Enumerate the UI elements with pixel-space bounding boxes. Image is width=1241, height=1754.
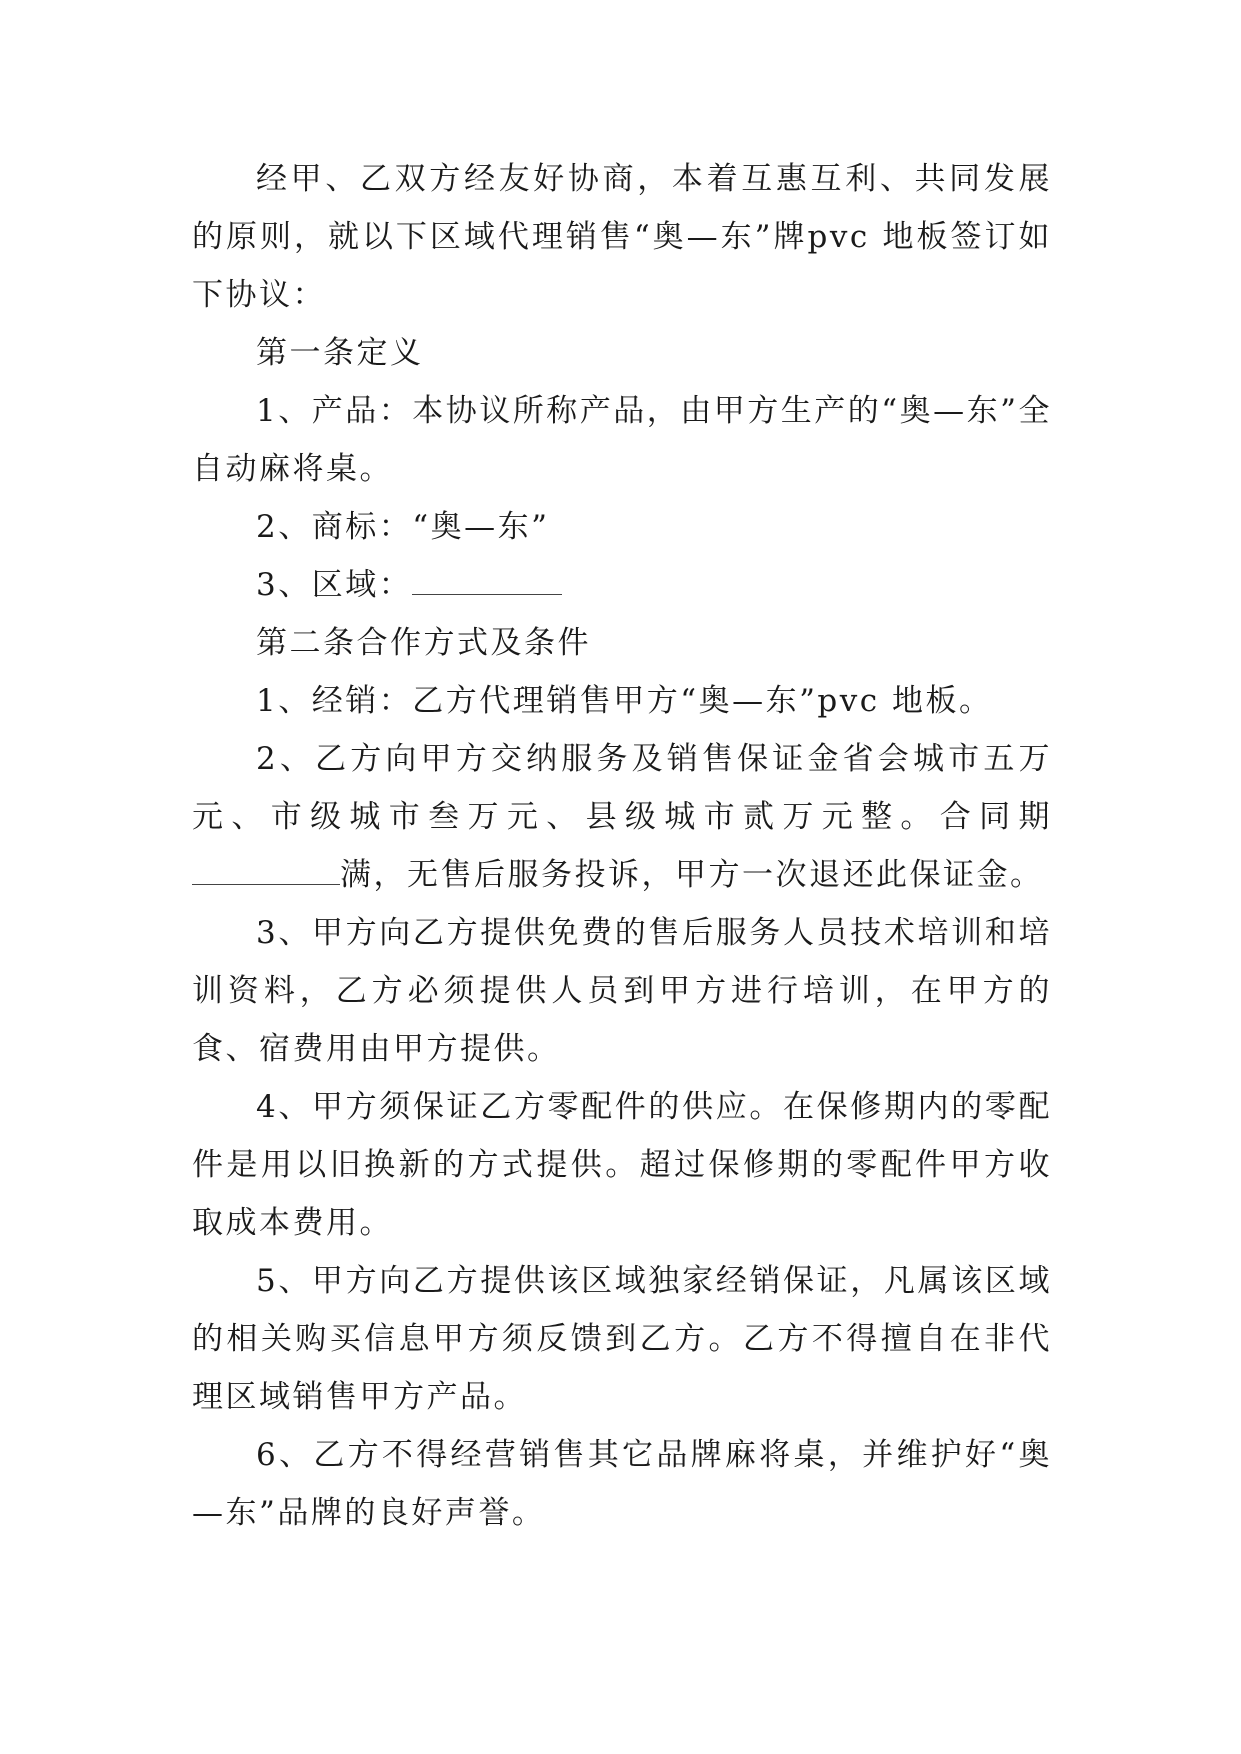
article-1-heading: 第一条定义 [256, 335, 424, 371]
clause-2-2 [192, 730, 1052, 904]
clause-1-3-label: 3、区域： [256, 567, 413, 603]
document-page [192, 150, 1052, 1542]
clause-1-2: 2、商标：“奥—东” [256, 509, 550, 545]
clause-2-6: 6、乙方不得经营销售其它品牌麻将桌，并维护好“奥—东”品牌的良好声誉。 [192, 1437, 1052, 1531]
clause-2-2-text-a: 2、乙方向甲方交纳服务及销售保证金省会城市五万元、市级城市叁万元、县级城市贰万元整。合同期 [192, 741, 1052, 835]
clause-2-5: 5、甲方向乙方提供该区域独家经销保证，凡属该区域的相关购买信息甲方须反馈到乙方。乙方不得擅自在非代理区域销售甲方产品。 [192, 1263, 1052, 1415]
clause-2-4: 4、甲方须保证乙方零配件的供应。在保修期内的零配件是用以旧换新的方式提供。超过保修期的零配件甲方收取成本费用。 [192, 1089, 1052, 1241]
article-2-heading: 第二条合作方式及条件 [256, 625, 591, 661]
clause-2-3: 3、甲方向乙方提供免费的售后服务人员技术培训和培训资料，乙方必须提供人员到甲方进行培训，在甲方的食、宿费用由甲方提供。 [192, 915, 1052, 1067]
region-blank [412, 568, 562, 595]
clause-1-3 [192, 556, 1052, 614]
clause-2-2-text-b: 满，无售后服务投诉，甲方一次退还此保证金。 [340, 857, 1044, 893]
contract-period-blank [192, 858, 340, 885]
clause-1-1: 1、产品：本协议所称产品，由甲方生产的“奥—东”全自动麻将桌。 [192, 393, 1052, 487]
intro-paragraph: 经甲、乙双方经友好协商，本着互惠互利、共同发展的原则，就以下区域代理销售“奥—东”牌pvc 地板签订如下协议： [192, 161, 1052, 313]
clause-2-1: 1、经销：乙方代理销售甲方“奥—东”pvc 地板。 [256, 683, 993, 719]
